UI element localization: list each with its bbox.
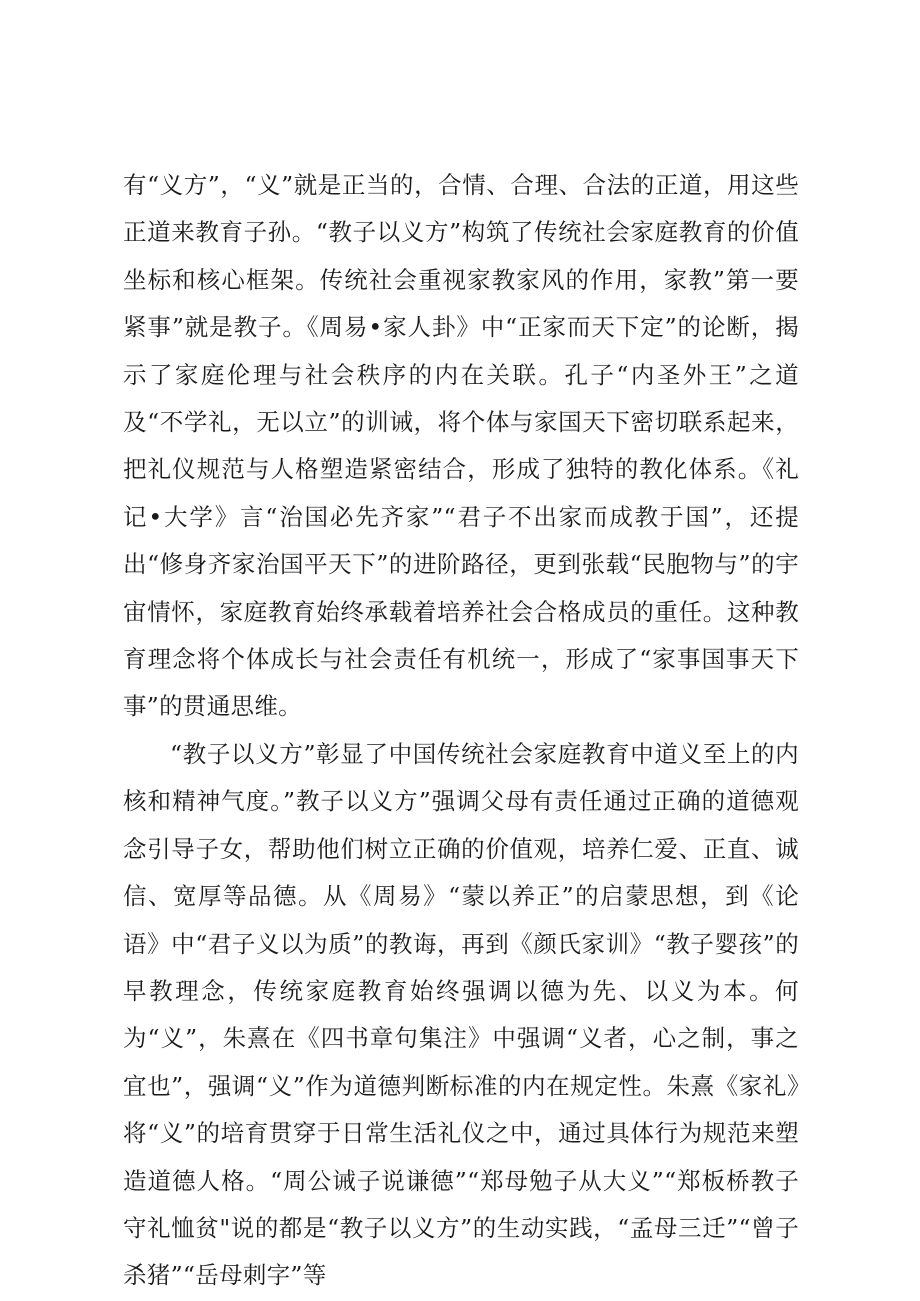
paragraph-2: “教子以义方”彰显了中国传统社会家庭教育中道义至上的内核和精神气度。”教子以义方”强调父母有责任通过正确的道德观念引导子女，帮助他们树立正确的价值观，培养仁爱、正直、诚信、宽厚等品德。从《周易》“蒙以养正”的启蒙思想，到《论语》中“君子义以为质”的教诲，再到《颜氏家训》“教子婴孩”的早教理念，传统家庭教育始终强调以德为先、以义为本。何为“义”，朱熹在《四书章句集注》中强调“义者，心之制，事之宜也”，强调“义”作为道德判断标准的内在规定性。朱熹《家礼》将“义”的培育贯穿于日常生活礼仪之中，通过具体行为规范来塑造道德人格。“周公诫子说谦德”“郑母勉子从大义”“郑板桥教子守礼恤贫"说的都是“教子以义方”的生动实践，“孟母三迁”“曾子杀猪”“岳母刺字”等	[123, 739, 799, 1290]
body-text	[123, 162, 799, 1300]
paragraph-1: 有“义方”，“义”就是正当的，合情、合理、合法的正道，用这些正道来教育子孙。“教子以义方”构筑了传统社会家庭教育的价值坐标和核心框架。传统社会重视家教家风的作用，家教”第一要紧事”就是教子。《周易•家人卦》中“正家而天下定”的论断，揭示了家庭伦理与社会秩序的内在关联。孔子“内圣外王”之道及“不学礼，无以立”的训诫，将个体与家国天下密切联系起来，把礼仪规范与人格塑造紧密结合，形成了独特的教化体系。《礼记•大学》言“治国必先齐家”“君子不出家而成教于国”，还提出“修身齐家治国平天下”的进阶路径，更到张载“民胞物与”的宇宙情怀，家庭教育始终承载着培养社会合格成员的重任。这种教育理念将个体成长与社会责任有机统一，形成了“家事国事天下事”的贯通思维。	[123, 171, 799, 721]
